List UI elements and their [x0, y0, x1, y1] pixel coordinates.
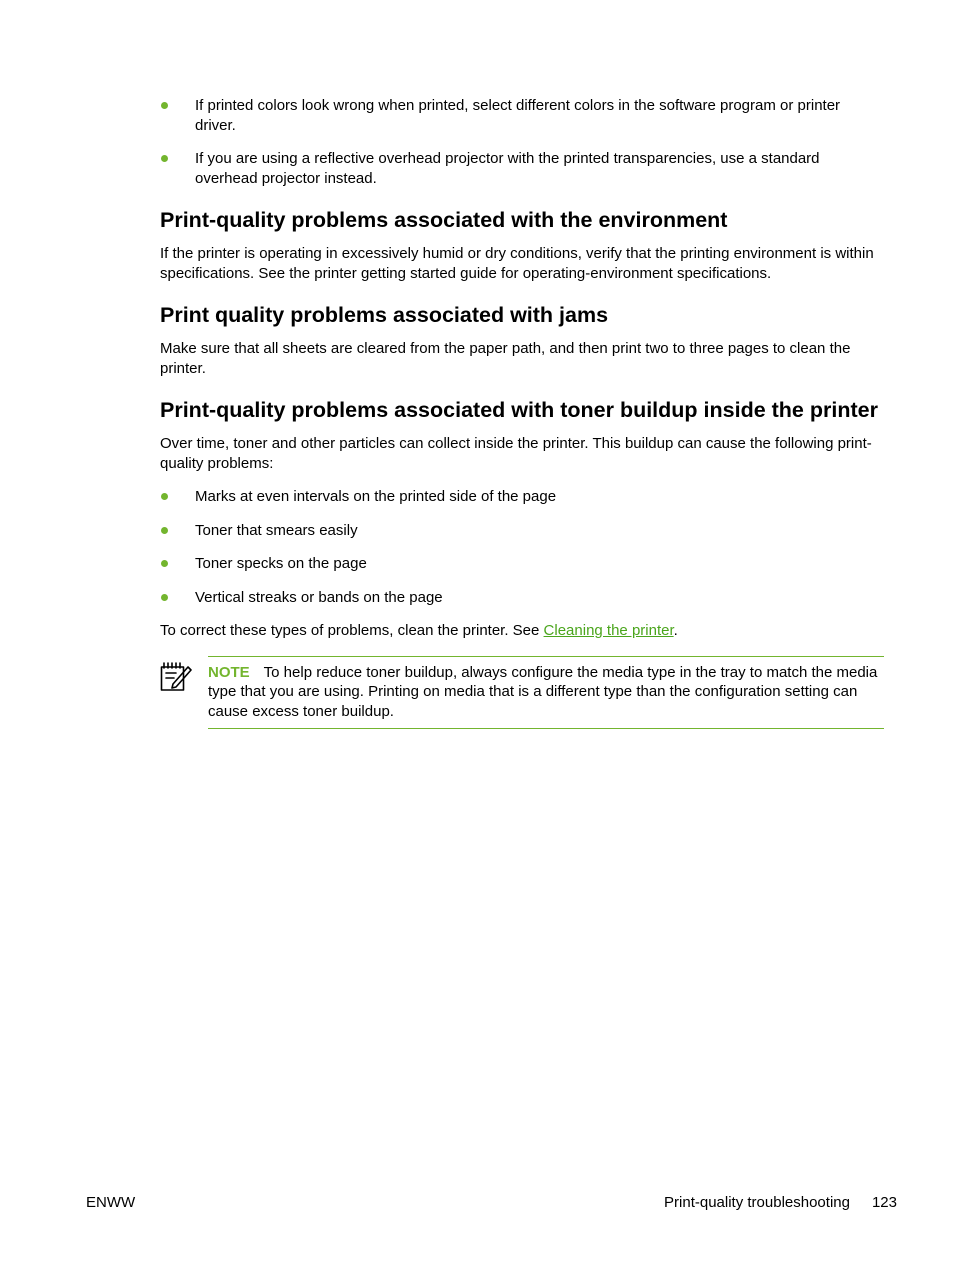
- correct-problems-text: To correct these types of problems, clean the printer. See Cleaning the printer.: [160, 622, 678, 639]
- footer-left: ENWW: [86, 1194, 136, 1211]
- jams-body: Make sure that all sheets are cleared from the paper path, and then print two to three pages to clean the printer.: [160, 340, 851, 377]
- list-item: Marks at even intervals on the printed side of the page: [160, 487, 884, 507]
- page-number: 123: [871, 1194, 897, 1211]
- list-item: If you are using a reflective overhead projector with the printed transparencies, use a standard overhead projector instead.: [160, 149, 884, 188]
- note-callout: [160, 656, 884, 730]
- note-box: [208, 656, 884, 730]
- toner-bullet-list: [160, 487, 884, 607]
- bullet-icon: [161, 560, 168, 567]
- note-icon: [160, 660, 192, 692]
- toner-intro: Over time, toner and other particles can collect inside the printer. This buildup can cause the following print-quality problems:: [160, 435, 872, 472]
- bullet-icon: [161, 594, 168, 601]
- bullet-icon: [161, 527, 168, 534]
- footer-section: Print-quality troubleshooting: [664, 1194, 850, 1211]
- environment-body: If the printer is operating in excessively humid or dry conditions, verify that the printing environment is within specifications. See the printer getting started guide for operating-environment specifications.: [160, 245, 874, 282]
- list-item: If printed colors look wrong when printed, select different colors in the software program or printer driver.: [160, 96, 884, 135]
- top-bullet-list: [160, 96, 884, 188]
- bullet-icon: [161, 493, 168, 500]
- heading-environment: Print-quality problems associated with the environment: [160, 208, 728, 232]
- note-text: To help reduce toner buildup, always configure the media type in the tray to match the media type that you are using. Printing on media that is a different type than the configuration setting can cause excess toner buildup.: [208, 663, 878, 720]
- page-content: [160, 96, 884, 729]
- heading-toner: Print-quality problems associated with toner buildup inside the printer: [160, 398, 878, 422]
- footer-right: [664, 1193, 897, 1212]
- cleaning-printer-link[interactable]: Cleaning the printer: [543, 622, 674, 639]
- note-label: NOTE: [208, 663, 250, 681]
- list-item: Toner specks on the page: [160, 554, 884, 574]
- bullet-icon: [161, 155, 168, 162]
- list-item: Vertical streaks or bands on the page: [160, 588, 884, 608]
- list-item: Toner that smears easily: [160, 521, 884, 541]
- bullet-icon: [161, 102, 168, 109]
- heading-jams: Print quality problems associated with jams: [160, 303, 609, 327]
